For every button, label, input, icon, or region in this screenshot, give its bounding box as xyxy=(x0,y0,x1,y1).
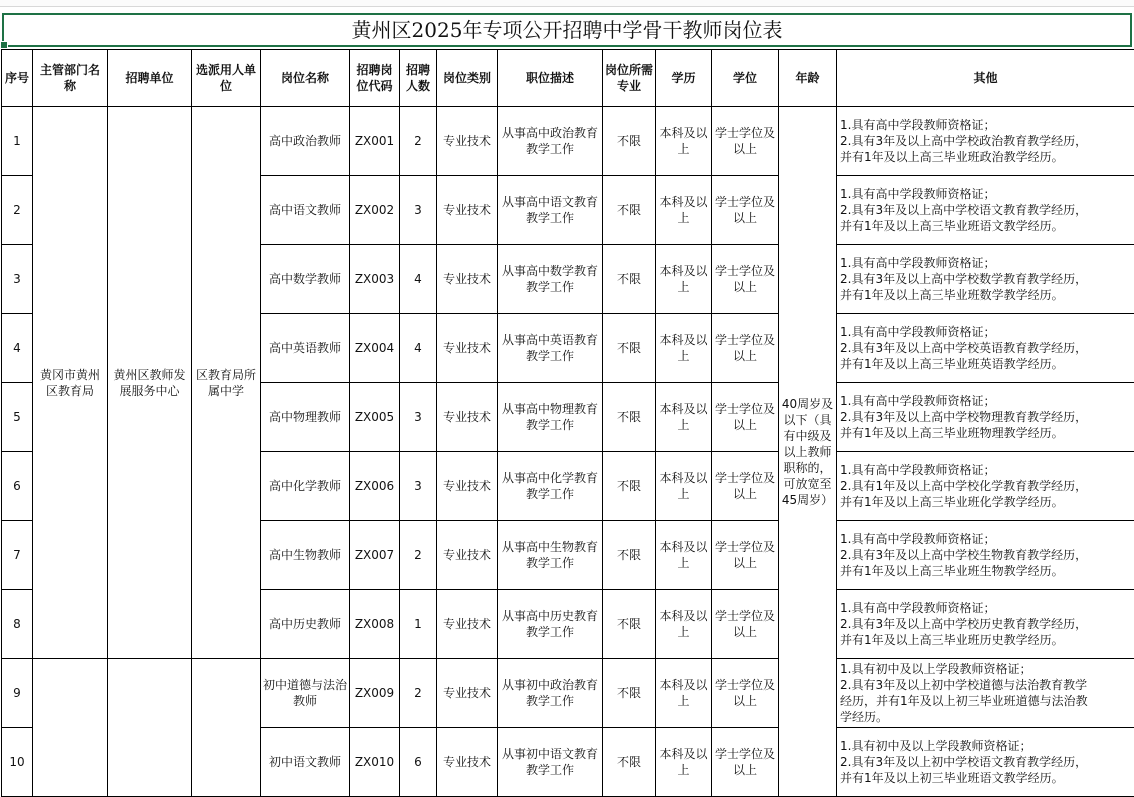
cell-seq[interactable]: 3 xyxy=(2,245,33,314)
header-assign[interactable]: 选派用人单位 xyxy=(192,50,261,107)
cell-seq[interactable]: 9 xyxy=(2,659,33,728)
cell-type[interactable]: 专业技术 xyxy=(437,521,498,590)
header-seq[interactable]: 序号 xyxy=(2,50,33,107)
cell-edu[interactable]: 本科及以上 xyxy=(656,659,712,728)
other-line: 并有1年及以上高三毕业班物理教学经历。 xyxy=(840,425,1132,441)
cell-post[interactable]: 高中数学教师 xyxy=(261,245,350,314)
header-degree[interactable]: 学位 xyxy=(712,50,779,107)
cell-other[interactable] xyxy=(837,383,1134,452)
table-row xyxy=(2,107,1134,176)
other-line: 并有1年及以上高三毕业班数学教学经历。 xyxy=(840,287,1132,303)
header-row xyxy=(2,50,1134,107)
cell-code[interactable]: ZX008 xyxy=(350,590,400,659)
cell-edu[interactable]: 本科及以上 xyxy=(656,590,712,659)
cell-desc[interactable]: 从事高中政治教育教学工作 xyxy=(498,107,603,176)
cell-post[interactable]: 初中道德与法治教师 xyxy=(261,659,350,728)
cell-code[interactable]: ZX007 xyxy=(350,521,400,590)
cell-major[interactable]: 不限 xyxy=(603,728,656,797)
cell-post[interactable]: 高中生物教师 xyxy=(261,521,350,590)
cell-other[interactable] xyxy=(837,176,1134,245)
cell-edu[interactable]: 本科及以上 xyxy=(656,314,712,383)
cell-major[interactable]: 不限 xyxy=(603,314,656,383)
cell-other[interactable] xyxy=(837,590,1134,659)
cell-num[interactable]: 6 xyxy=(400,728,437,797)
cell-desc[interactable]: 从事高中英语教育教学工作 xyxy=(498,314,603,383)
fill-handle[interactable] xyxy=(0,41,8,49)
cell-dept[interactable]: 黄冈市黄州区教育局 xyxy=(33,107,108,659)
cell-other[interactable] xyxy=(837,728,1134,797)
cell-type[interactable]: 专业技术 xyxy=(437,659,498,728)
cell-code[interactable]: ZX006 xyxy=(350,452,400,521)
cell-post[interactable]: 高中历史教师 xyxy=(261,590,350,659)
page-title-text: 黄州区2025年专项公开招聘中学骨干教师岗位表 xyxy=(352,18,783,42)
cell-degree[interactable]: 学士学位及以上 xyxy=(712,521,779,590)
header-unit[interactable]: 招聘单位 xyxy=(108,50,192,107)
cell-code[interactable]: ZX005 xyxy=(350,383,400,452)
cell-type[interactable]: 专业技术 xyxy=(437,176,498,245)
cell-num[interactable]: 4 xyxy=(400,314,437,383)
cell-edu[interactable]: 本科及以上 xyxy=(656,521,712,590)
cell-desc[interactable]: 从事初中语文教育教学工作 xyxy=(498,728,603,797)
cell-seq[interactable]: 6 xyxy=(2,452,33,521)
other-line: 2.具有3年及以上高中学校数学教育教学经历， xyxy=(840,271,1132,287)
cell-major[interactable]: 不限 xyxy=(603,659,656,728)
cell-degree[interactable]: 学士学位及以上 xyxy=(712,107,779,176)
other-line: 学经历。 xyxy=(840,709,1132,725)
cell-type[interactable]: 专业技术 xyxy=(437,107,498,176)
cell-num[interactable]: 3 xyxy=(400,176,437,245)
cell-desc[interactable]: 从事高中数学教育教学工作 xyxy=(498,245,603,314)
cell-major[interactable]: 不限 xyxy=(603,590,656,659)
cell-degree[interactable]: 学士学位及以上 xyxy=(712,590,779,659)
cell-seq[interactable]: 2 xyxy=(2,176,33,245)
header-major[interactable]: 岗位所需专业 xyxy=(603,50,656,107)
header-other[interactable]: 其他 xyxy=(837,50,1134,107)
cell-code[interactable]: ZX003 xyxy=(350,245,400,314)
other-line: 并有1年及以上高三毕业班语文教学经历。 xyxy=(840,218,1132,234)
cell-num[interactable]: 3 xyxy=(400,452,437,521)
cell-num[interactable]: 2 xyxy=(400,521,437,590)
cell-unit[interactable]: 黄州区教师发展服务中心 xyxy=(108,107,192,659)
cell-type[interactable]: 专业技术 xyxy=(437,383,498,452)
other-line: 2.具有3年及以上高中学校历史教育教学经历， xyxy=(840,616,1132,632)
cell-desc[interactable]: 从事高中生物教育教学工作 xyxy=(498,521,603,590)
cell-other[interactable] xyxy=(837,659,1134,728)
cell-major[interactable]: 不限 xyxy=(603,107,656,176)
other-line: 并有1年及以上高三毕业班英语教学经历。 xyxy=(840,356,1132,372)
other-line: 并有1年及以上初三毕业班语文教学经历。 xyxy=(840,770,1132,786)
header-age[interactable]: 年龄 xyxy=(779,50,837,107)
cell-degree[interactable]: 学士学位及以上 xyxy=(712,176,779,245)
other-line: 2.具有1年及以上高中学校化学教育教学经历， xyxy=(840,478,1132,494)
header-edu[interactable]: 学历 xyxy=(656,50,712,107)
header-post[interactable]: 岗位名称 xyxy=(261,50,350,107)
other-line: 并有1年及以上高三毕业班政治教学经历。 xyxy=(840,149,1132,165)
cell-code[interactable]: ZX010 xyxy=(350,728,400,797)
cell-code[interactable]: ZX004 xyxy=(350,314,400,383)
cell-edu[interactable]: 本科及以上 xyxy=(656,176,712,245)
cell-post[interactable]: 高中化学教师 xyxy=(261,452,350,521)
cell-num[interactable]: 4 xyxy=(400,245,437,314)
other-line: 2.具有3年及以上高中学校物理教育教学经历， xyxy=(840,409,1132,425)
cell-code[interactable]: ZX009 xyxy=(350,659,400,728)
cell-post[interactable]: 高中英语教师 xyxy=(261,314,350,383)
cell-edu[interactable]: 本科及以上 xyxy=(656,728,712,797)
cell-major[interactable]: 不限 xyxy=(603,383,656,452)
cell-desc[interactable]: 从事高中物理教育教学工作 xyxy=(498,383,603,452)
cell-assign-2[interactable] xyxy=(192,659,261,797)
cell-assign[interactable]: 区教育局所属中学 xyxy=(192,107,261,659)
other-line: 2.具有3年及以上初中学校道德与法治教育教学 xyxy=(840,677,1132,693)
cell-type[interactable]: 专业技术 xyxy=(437,452,498,521)
cell-degree[interactable]: 学士学位及以上 xyxy=(712,245,779,314)
cell-major[interactable]: 不限 xyxy=(603,452,656,521)
cell-code[interactable]: ZX002 xyxy=(350,176,400,245)
cell-major[interactable]: 不限 xyxy=(603,245,656,314)
other-line: 1.具有高中学段教师资格证； xyxy=(840,531,1132,547)
header-desc[interactable]: 职位描述 xyxy=(498,50,603,107)
cell-other[interactable] xyxy=(837,452,1134,521)
cell-num[interactable]: 3 xyxy=(400,383,437,452)
header-type[interactable]: 岗位类别 xyxy=(437,50,498,107)
cell-seq[interactable]: 8 xyxy=(2,590,33,659)
header-dept[interactable]: 主管部门名称 xyxy=(33,50,108,107)
table-row xyxy=(2,659,1134,728)
job-table xyxy=(1,49,1134,797)
table-body xyxy=(2,107,1134,797)
cell-degree[interactable]: 学士学位及以上 xyxy=(712,659,779,728)
cell-post[interactable]: 高中政治教师 xyxy=(261,107,350,176)
cell-edu[interactable]: 本科及以上 xyxy=(656,383,712,452)
cell-type[interactable]: 专业技术 xyxy=(437,728,498,797)
cell-type[interactable]: 专业技术 xyxy=(437,245,498,314)
cell-other[interactable] xyxy=(837,107,1134,176)
cell-type[interactable]: 专业技术 xyxy=(437,314,498,383)
cell-other[interactable] xyxy=(837,245,1134,314)
other-line: 2.具有3年及以上初中学校语文教育教学经历， xyxy=(840,754,1132,770)
other-line: 1.具有高中学段教师资格证； xyxy=(840,324,1132,340)
cell-num[interactable]: 2 xyxy=(400,107,437,176)
cell-code[interactable]: ZX001 xyxy=(350,107,400,176)
cell-desc[interactable]: 从事高中语文教育教学工作 xyxy=(498,176,603,245)
other-line: 2.具有3年及以上高中学校语文教育教学经历， xyxy=(840,202,1132,218)
header-num[interactable]: 招聘人数 xyxy=(400,50,437,107)
cell-degree[interactable]: 学士学位及以上 xyxy=(712,452,779,521)
cell-desc[interactable]: 从事高中历史教育教学工作 xyxy=(498,590,603,659)
cell-num[interactable]: 2 xyxy=(400,659,437,728)
cell-edu[interactable]: 本科及以上 xyxy=(656,107,712,176)
cell-major[interactable]: 不限 xyxy=(603,521,656,590)
cell-seq[interactable]: 7 xyxy=(2,521,33,590)
other-line: 1.具有高中学段教师资格证； xyxy=(840,186,1132,202)
cell-desc[interactable]: 从事初中政治教育教学工作 xyxy=(498,659,603,728)
other-line: 2.具有3年及以上高中学校政治教育教学经历， xyxy=(840,133,1132,149)
cell-major[interactable]: 不限 xyxy=(603,176,656,245)
cell-seq[interactable]: 4 xyxy=(2,314,33,383)
cell-post[interactable]: 初中语文教师 xyxy=(261,728,350,797)
formula-bar-strip xyxy=(0,0,1134,7)
other-line: 经历，并有1年及以上初三毕业班道德与法治教 xyxy=(840,693,1132,709)
page-title[interactable] xyxy=(2,13,1132,47)
other-line: 并有1年及以上高三毕业班生物教学经历。 xyxy=(840,563,1132,579)
cell-other[interactable] xyxy=(837,314,1134,383)
cell-unit-2[interactable] xyxy=(108,659,192,797)
other-line: 1.具有高中学段教师资格证； xyxy=(840,117,1132,133)
other-line: 并有1年及以上高三毕业班历史教学经历。 xyxy=(840,632,1132,648)
other-line: 1.具有初中及以上学段教师资格证； xyxy=(840,738,1132,754)
cell-edu[interactable]: 本科及以上 xyxy=(656,245,712,314)
cell-dept-2[interactable] xyxy=(33,659,108,797)
other-line: 1.具有初中及以上学段教师资格证； xyxy=(840,661,1132,677)
cell-desc[interactable]: 从事高中化学教育教学工作 xyxy=(498,452,603,521)
other-line: 并有1年及以上高三毕业班化学教学经历。 xyxy=(840,494,1132,510)
cell-post[interactable]: 高中物理教师 xyxy=(261,383,350,452)
other-line: 2.具有3年及以上高中学校英语教育教学经历， xyxy=(840,340,1132,356)
other-line: 1.具有高中学段教师资格证； xyxy=(840,600,1132,616)
other-line: 2.具有3年及以上高中学校生物教育教学经历， xyxy=(840,547,1132,563)
cell-seq[interactable]: 1 xyxy=(2,107,33,176)
cell-degree[interactable]: 学士学位及以上 xyxy=(712,314,779,383)
header-code[interactable]: 招聘岗位代码 xyxy=(350,50,400,107)
cell-degree[interactable]: 学士学位及以上 xyxy=(712,728,779,797)
cell-degree[interactable]: 学士学位及以上 xyxy=(712,383,779,452)
cell-other[interactable] xyxy=(837,521,1134,590)
cell-type[interactable]: 专业技术 xyxy=(437,590,498,659)
other-line: 1.具有高中学段教师资格证； xyxy=(840,255,1132,271)
cell-post[interactable]: 高中语文教师 xyxy=(261,176,350,245)
cell-seq[interactable]: 5 xyxy=(2,383,33,452)
cell-seq[interactable]: 10 xyxy=(2,728,33,797)
cell-age[interactable]: 40周岁及以下（具有中级及以上教师职称的，可放宽至45周岁） xyxy=(779,107,837,797)
other-line: 1.具有高中学段教师资格证； xyxy=(840,393,1132,409)
other-line: 1.具有高中学段教师资格证； xyxy=(840,462,1132,478)
cell-num[interactable]: 1 xyxy=(400,590,437,659)
cell-edu[interactable]: 本科及以上 xyxy=(656,452,712,521)
